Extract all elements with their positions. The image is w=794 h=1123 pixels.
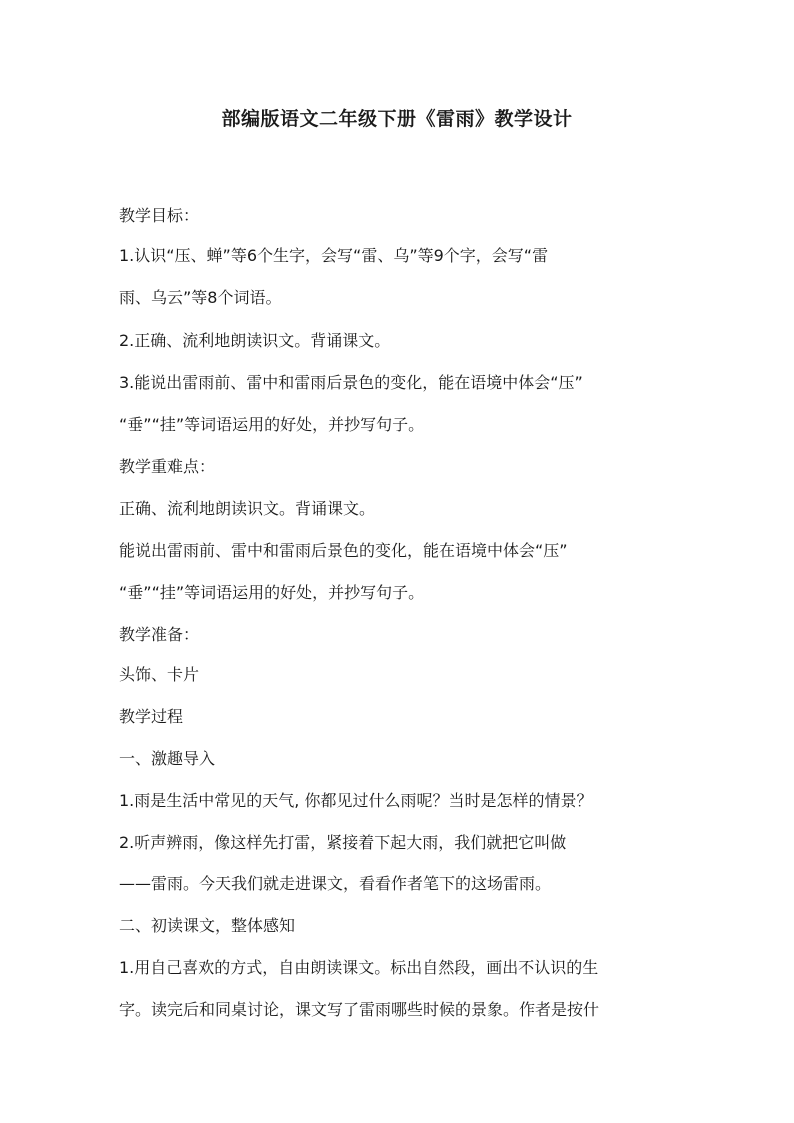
heading-key-points: 教学重难点： [119, 457, 216, 476]
paragraph-line: 2.听声辨雨，像这样先打雷，紧接着下起大雨，我们就把它叫做 [119, 833, 567, 852]
paragraph-line: 2.正确、流利地朗读识文。背诵课文。 [119, 331, 391, 350]
document-title: 部编版语文二年级下册《雷雨》教学设计 [221, 108, 573, 130]
paragraph-line: 雨、乌云”等8个词语。 [119, 288, 282, 307]
paragraph-line: 1.用自己喜欢的方式，自由朗读课文。标出自然段，画出不认识的生 [119, 958, 599, 977]
paragraph-line: ——雷雨。今天我们就走进课文，看看作者笔下的这场雷雨。 [119, 874, 552, 893]
paragraph-line: “垂”“挂”等词语运用的好处，并抄写句子。 [119, 583, 425, 602]
paragraph-line: 字。读完后和同桌讨论，课文写了雷雨哪些时候的景象。作者是按什 [119, 1000, 600, 1019]
heading-teaching-process: 教学过程 [119, 707, 184, 726]
heading-preparation: 教学准备： [119, 625, 200, 644]
paragraph-line: 能说出雷雨前、雷中和雷雨后景色的变化，能在语境中体会“压” [119, 541, 568, 560]
paragraph-line: “垂”“挂”等词语运用的好处，并抄写句子。 [119, 415, 425, 434]
heading-teaching-goals: 教学目标： [119, 206, 200, 225]
paragraph-line: 1.雨是生活中常见的天气, 你都见过什么雨呢？当时是怎样的情景？ [119, 791, 593, 810]
paragraph-line: 头饰、卡片 [119, 665, 200, 684]
section-heading: 二、初读课文，整体感知 [119, 916, 296, 935]
section-heading: 一、激趣导入 [119, 749, 216, 768]
paragraph-line: 3.能说出雷雨前、雷中和雷雨后景色的变化，能在语境中体会“压” [119, 373, 583, 392]
paragraph-line: 1.认识“压、蝉”等6个生字，会写“雷、乌”等9个字，会写“雷 [119, 246, 549, 265]
paragraph-line: 正确、流利地朗读识文。背诵课文。 [119, 499, 376, 518]
